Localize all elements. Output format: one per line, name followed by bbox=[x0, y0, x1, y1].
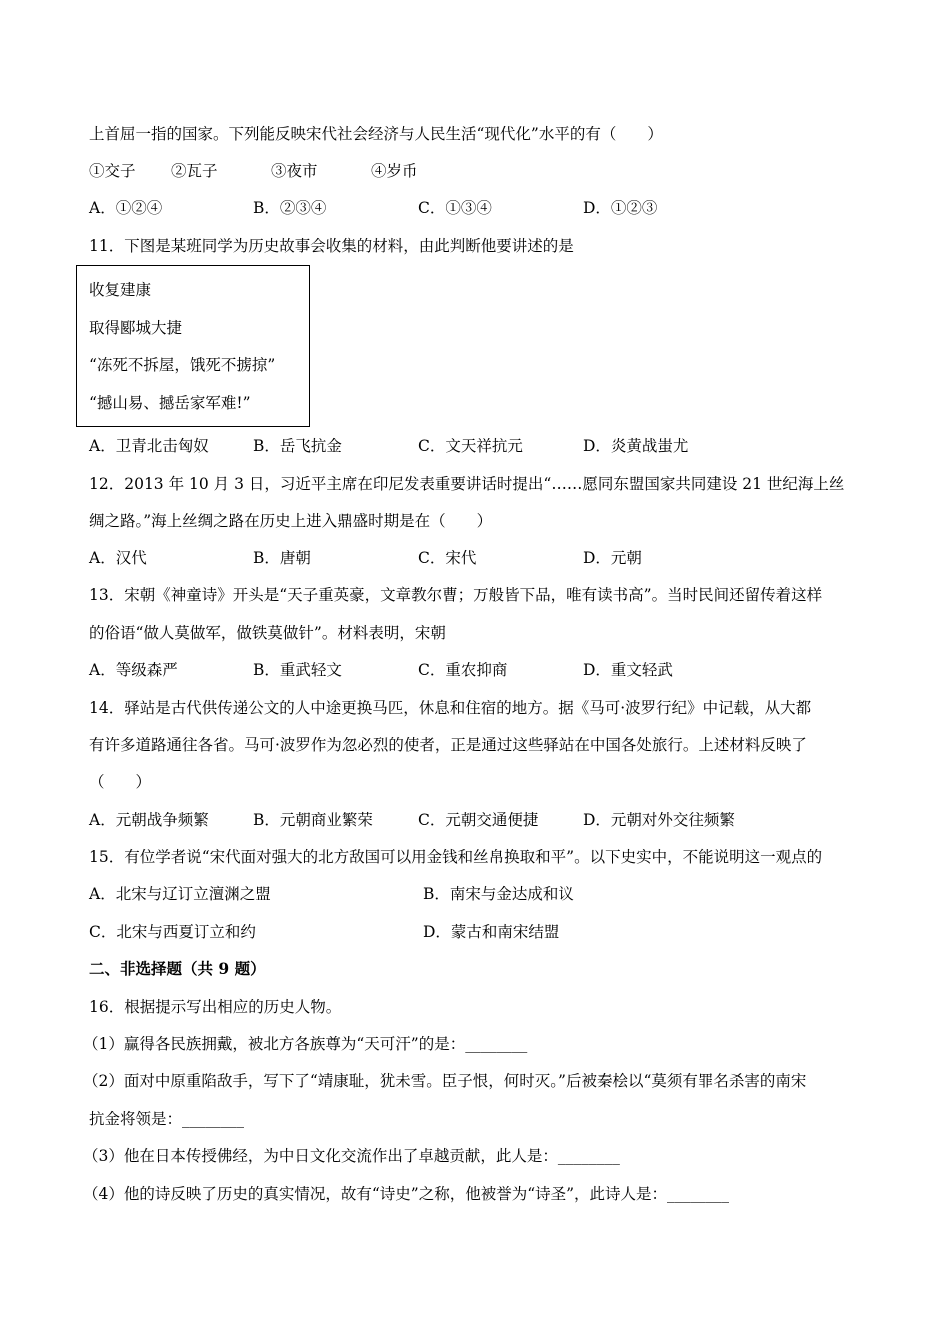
q13-option-c: C．重农抑商 bbox=[418, 661, 508, 679]
q14-option-c: C．元朝交通便捷 bbox=[418, 811, 539, 829]
q10-stem-line: 上首屈一指的国家。下列能反映宋代社会经济与人民生活“现代化”水平的有（ ） bbox=[89, 125, 663, 143]
q10-option-c: C．①③④ bbox=[418, 199, 492, 217]
section-heading: 二、非选择题（共 9 题） bbox=[89, 959, 266, 978]
q10-item-1: ①交子 bbox=[89, 162, 136, 180]
q10-option-d: D．①②③ bbox=[583, 199, 658, 217]
q15-stem: 15．有位学者说“宋代面对强大的北方敌国可以用金钱和丝帛换取和平”。以下史实中，不能说明这一观点的 bbox=[89, 848, 823, 866]
q11-option-b: B．岳飞抗金 bbox=[253, 437, 342, 455]
q11-option-d: D．炎黄战蚩尤 bbox=[583, 437, 689, 455]
q11-stem: 11．下图是某班同学为历史故事会收集的材料，由此判断他要讲述的是 bbox=[89, 237, 574, 255]
q10-item-4: ④岁币 bbox=[371, 162, 418, 180]
q12-stem-line-2: 绸之路。”海上丝绸之路在历史上进入鼎盛时期是在（ ） bbox=[89, 512, 493, 530]
q12-option-c: C．宋代 bbox=[418, 549, 477, 567]
q16-part-2-line-1: （2）面对中原重陷敌手，写下了“靖康耻，犹未雪。臣子恨，何时灭。”后被秦桧以“莫须有罪名杀害的南宋 bbox=[83, 1072, 807, 1090]
q11-material-line-4: “撼山易、撼岳家军难!” bbox=[89, 394, 251, 412]
q11-option-c: C．文天祥抗元 bbox=[418, 437, 523, 455]
q13-stem-line-1: 13．宋朝《神童诗》开头是“天子重英豪，文章教尔曹；万般皆下品，唯有读书高”。当时民间还留传着这样 bbox=[89, 586, 823, 604]
q12-option-a: A．汉代 bbox=[89, 549, 147, 567]
q11-option-a: A．卫青北击匈奴 bbox=[89, 437, 209, 455]
q14-stem-line-3: （ ） bbox=[89, 773, 152, 791]
q15-option-c: C．北宋与西夏订立和约 bbox=[89, 923, 256, 941]
q13-option-b: B．重武轻文 bbox=[253, 661, 342, 679]
q13-option-a: A．等级森严 bbox=[89, 661, 178, 679]
q14-option-a: A．元朝战争频繁 bbox=[89, 811, 209, 829]
q16-stem: 16．根据提示写出相应的历史人物。 bbox=[89, 998, 342, 1016]
q14-option-d: D．元朝对外交往频繁 bbox=[583, 811, 735, 829]
q15-option-d: D．蒙古和南宋结盟 bbox=[423, 923, 560, 941]
q13-stem-line-2: 的俗语“做人莫做军，做铁莫做针”。材料表明，宋朝 bbox=[89, 624, 446, 642]
q14-stem-line-2: 有许多道路通往各省。马可·波罗作为忽必烈的使者，正是通过这些驿站在中国各处旅行。上述材料反映了 bbox=[89, 736, 807, 754]
q16-part-2-line-2: 抗金将领是：________ bbox=[89, 1110, 245, 1128]
q10-option-b: B．②③④ bbox=[253, 199, 327, 217]
q11-material-box bbox=[76, 265, 310, 427]
q16-part-4: （4）他的诗反映了历史的真实情况，故有“诗史”之称，他被誉为“诗圣”，此诗人是：________ bbox=[83, 1185, 730, 1203]
q14-option-b: B．元朝商业繁荣 bbox=[253, 811, 373, 829]
q11-material-line-1: 收复建康 bbox=[89, 281, 152, 299]
q13-option-d: D．重文轻武 bbox=[583, 661, 673, 679]
q16-part-1: （1）赢得各民族拥戴，被北方各族尊为“天可汗”的是：________ bbox=[83, 1035, 528, 1053]
q12-option-d: D．元朝 bbox=[583, 549, 642, 567]
q14-stem-line-1: 14．驿站是古代供传递公文的人中途更换马匹，休息和住宿的地方。据《马可·波罗行纪》中记载，从大都 bbox=[89, 699, 812, 717]
q10-item-2: ②瓦子 bbox=[171, 162, 218, 180]
q15-option-a: A．北宋与辽订立澶渊之盟 bbox=[89, 885, 271, 903]
q10-item-3: ③夜市 bbox=[271, 162, 318, 180]
q12-option-b: B．唐朝 bbox=[253, 549, 311, 567]
q12-stem-line-1: 12．2013 年 10 月 3 日，习近平主席在印尼发表重要讲话时提出“……愿同东盟国家共同建设 21 世纪海上丝 bbox=[89, 475, 845, 493]
q11-material-line-2: 取得郾城大捷 bbox=[89, 319, 183, 337]
q10-option-a: A．①②④ bbox=[89, 199, 163, 217]
q11-material-line-3: “冻死不拆屋，饿死不掳掠” bbox=[89, 356, 276, 374]
q16-part-3: （3）他在日本传授佛经，为中日文化交流作出了卓越贡献，此人是：________ bbox=[83, 1147, 620, 1165]
q15-option-b: B．南宋与金达成和议 bbox=[423, 885, 574, 903]
